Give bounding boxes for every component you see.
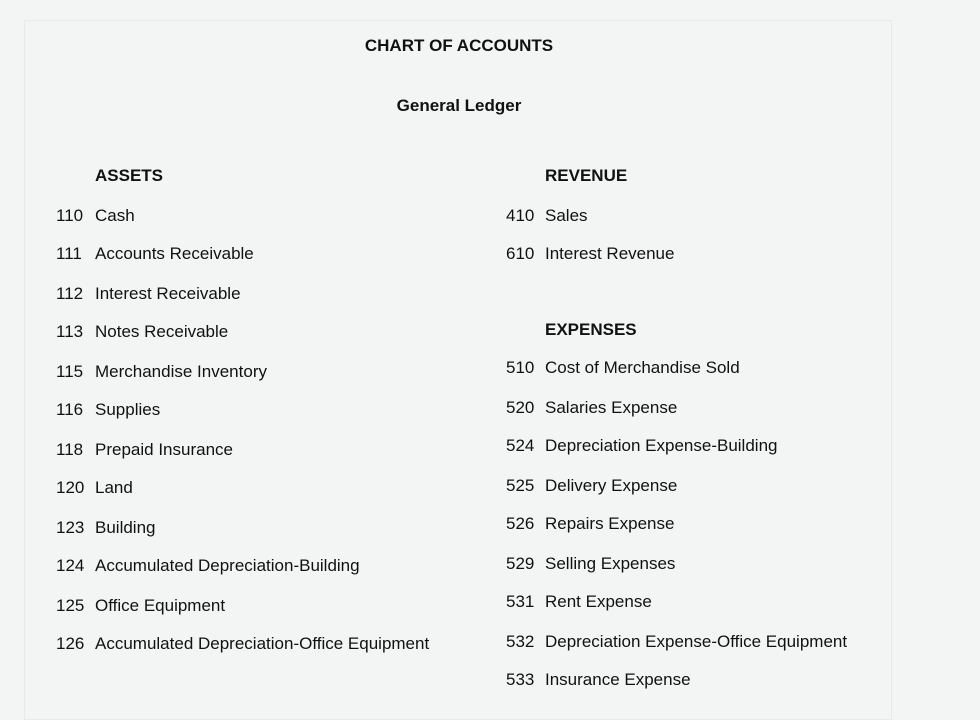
account-number: 520 — [506, 398, 535, 417]
account-name: Interest Revenue — [545, 244, 675, 263]
account-name: Depreciation Expense-Building — [545, 436, 778, 455]
account-number: 410 — [506, 206, 535, 225]
account-number: 113 — [56, 322, 84, 341]
account-number: 525 — [506, 476, 535, 495]
expenses-heading: EXPENSES — [545, 320, 637, 339]
account-name: Building — [95, 518, 156, 537]
account-number: 124 — [56, 556, 85, 575]
account-name: Salaries Expense — [545, 398, 678, 417]
account-number: 126 — [56, 634, 85, 653]
account-name: Depreciation Expense-Office Equipment — [545, 632, 848, 651]
account-name: Sales — [545, 206, 588, 225]
account-number: 529 — [506, 554, 535, 573]
account-name: Selling Expenses — [545, 554, 676, 573]
account-name: Delivery Expense — [545, 476, 678, 495]
account-name: Interest Receivable — [95, 284, 241, 303]
account-number: 510 — [506, 358, 535, 377]
page-title: CHART OF ACCOUNTS — [364, 36, 554, 55]
account-name: Accounts Receivable — [95, 244, 254, 263]
account-number: 125 — [56, 596, 85, 615]
account-number: 531 — [506, 592, 535, 611]
account-name: Prepaid Insurance — [95, 440, 233, 459]
account-name: Office Equipment — [95, 596, 226, 615]
account-number: 533 — [506, 670, 535, 689]
account-number: 120 — [56, 478, 85, 497]
account-number: 526 — [506, 514, 535, 533]
account-number: 112 — [56, 284, 84, 303]
account-name: Cash — [95, 206, 135, 225]
account-name: Accumulated Depreciation-Building — [95, 556, 360, 575]
account-name: Accumulated Depreciation-Office Equipment — [95, 634, 430, 653]
account-number: 610 — [506, 244, 535, 263]
account-name: Rent Expense — [545, 592, 652, 611]
account-name: Supplies — [95, 400, 161, 419]
account-number: 115 — [56, 362, 84, 381]
account-number: 116 — [56, 400, 84, 419]
account-name: Merchandise Inventory — [95, 362, 267, 381]
assets-heading: ASSETS — [95, 166, 164, 185]
account-number: 110 — [56, 206, 84, 225]
chart-of-accounts-panel — [24, 20, 892, 720]
account-number: 524 — [506, 436, 535, 455]
account-name: Land — [95, 478, 133, 497]
account-name: Notes Receivable — [95, 322, 229, 341]
account-number: 118 — [56, 440, 84, 459]
page-subtitle: General Ledger — [396, 96, 522, 115]
account-number: 123 — [56, 518, 85, 537]
account-name: Repairs Expense — [545, 514, 675, 533]
account-name: Cost of Merchandise Sold — [545, 358, 740, 377]
account-number: 532 — [506, 632, 535, 651]
revenue-heading: REVENUE — [545, 166, 628, 185]
account-number: 111 — [56, 244, 82, 263]
account-name: Insurance Expense — [545, 670, 691, 689]
